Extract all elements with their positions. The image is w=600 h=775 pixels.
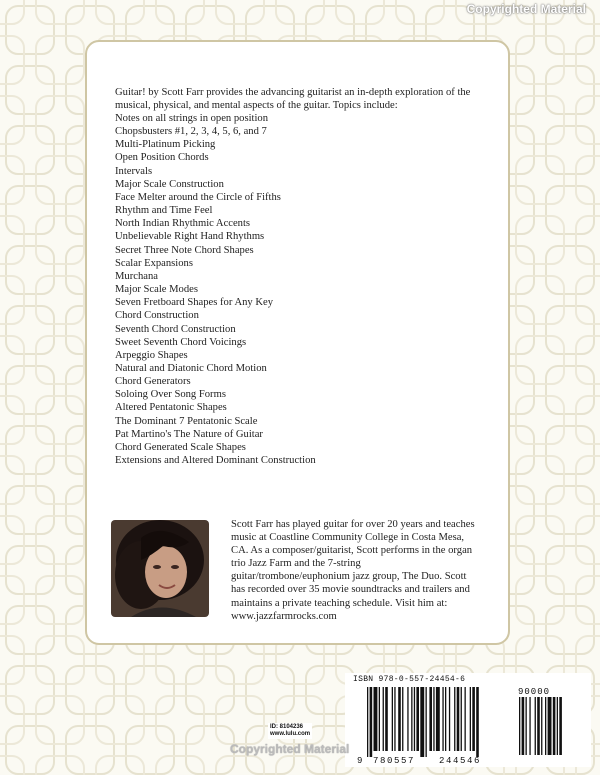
intro-text: Guitar! by Scott Farr provides the advancing guitarist an in-depth exploration of the musical, physical, and mental aspects of the guitar. Topics include: [115, 87, 471, 111]
topic-item: Notes on all strings in open position [115, 113, 269, 124]
topic-item: Intervals [115, 165, 153, 177]
topic-item: Face Melter around the Circle of Fifths [115, 191, 281, 203]
barcode-bar [416, 687, 419, 751]
barcode-bar [433, 687, 434, 751]
topic-item: Arpeggio Shapes [115, 349, 188, 361]
barcode-bar [374, 687, 378, 751]
barcode-addon-bar [553, 697, 556, 755]
topic-item: Scalar Expansions [115, 257, 193, 269]
barcode-bar [420, 687, 424, 757]
topic-item: Seven Fretboard Shapes for Any Key [115, 297, 273, 309]
topic-item: Multi-Platinum Picking [115, 139, 216, 151]
topic-item: Chopsbusters #1, 2, 3, 4, 5, 6, and 7 [115, 126, 267, 138]
barcode-bar [402, 687, 403, 751]
topic-item: Chord Generators [115, 376, 191, 388]
copyright-watermark: Copyrighted Material [466, 2, 586, 16]
isbn-barcode-box [345, 673, 591, 767]
topic-item: Unbelievable Right Hand Rhythms [115, 231, 265, 243]
topic-item: Major Scale Modes [115, 284, 198, 296]
barcode-bar [379, 687, 380, 751]
barcode-addon-bar [559, 697, 562, 755]
barcode-bar [445, 687, 446, 751]
barcode-addon-bar [529, 697, 530, 755]
topic-item: The Dominant 7 Pentatonic Scale [115, 415, 258, 427]
topic-item: Major Scale Construction [115, 178, 224, 190]
barcode-bar [394, 687, 395, 751]
barcode-bar [385, 687, 388, 751]
barcode-addon-bar [541, 697, 542, 755]
barcode-right-digits: 244546 [439, 756, 482, 765]
barcode-bar [367, 687, 368, 757]
barcode-first-digit: 9 [357, 756, 363, 765]
topic-item: North Indian Rhythmic Accents [115, 218, 251, 230]
topic-item: Sweet Seventh Chord Voicings [115, 336, 247, 348]
lulu-id-label [268, 723, 312, 739]
topic-item: Chord Construction [115, 310, 199, 322]
barcode-addon-bar [526, 697, 527, 755]
topic-item: Secret Three Note Chord Shapes [115, 244, 254, 256]
barcode-bar [429, 687, 432, 751]
barcode-bar [398, 687, 401, 751]
isbn-text: ISBN 978-0-557-24454-6 [353, 675, 466, 684]
barcode-addon-bar [548, 697, 552, 755]
barcode-bar [457, 687, 460, 751]
barcode-addon-bar [519, 697, 520, 755]
lulu-id: ID: 8104236 [270, 724, 304, 730]
topic-item: Pat Martino's The Nature of Guitar [115, 428, 263, 440]
barcode-left-digits: 780557 [373, 756, 416, 765]
topic-item: Murchana [115, 270, 158, 282]
topic-item: Extensions and Altered Dominant Construction [115, 455, 316, 467]
barcode-bar [449, 687, 450, 751]
topic-item: Rhythm and Time Feel [115, 205, 213, 217]
barcode-bar [465, 687, 466, 751]
barcode-bar [407, 687, 408, 751]
back-cover-panel [85, 40, 510, 645]
topic-item: Altered Pentatonic Shapes [115, 402, 227, 414]
barcode-addon-bar [545, 697, 546, 755]
lulu-site: www.lulu.com [270, 731, 311, 737]
barcode-bar [414, 687, 415, 751]
barcode-addon-bar [557, 697, 558, 755]
topic-item: Chord Generated Scale Shapes [115, 441, 246, 453]
barcode-addon-bar [522, 697, 525, 755]
barcode-addon-bar [535, 697, 536, 755]
copyright-watermark-bottom: Copyrighted Material [230, 742, 350, 756]
barcode-bar [370, 687, 373, 757]
topic-item: Natural and Diatonic Chord Motion [115, 362, 267, 374]
author-photo [111, 520, 209, 617]
barcode-bar [383, 687, 384, 751]
barcode-bar [442, 687, 443, 751]
barcode-bar [461, 687, 462, 751]
barcode-bar [436, 687, 440, 751]
topic-item: Open Position Chords [115, 152, 209, 164]
barcode-price-code: 90000 [518, 687, 551, 697]
author-bio: Scott Farr has played guitar for over 20 years and teaches music at Coastline Community College in Costa Mesa, CA. As a composer/guitarist, Scott performs in the organ trio Jazz Farm and the 7-string guitar/trombone/euphonium jazz group, The Duo. Scott has recorded over 35 movie soundtracks and trailers and maintains a private teaching schedule. Visit him at: www.jazzfarmrocks.com [231, 519, 475, 622]
barcode-bar [454, 687, 455, 751]
isbn-barcode [351, 685, 587, 765]
barcode-bar [411, 687, 412, 751]
barcode-bar [470, 687, 471, 751]
topics-list [115, 112, 316, 467]
barcode-bar [426, 687, 427, 757]
barcode-bar [392, 687, 393, 751]
topic-item: Soloing Over Song Forms [115, 389, 226, 401]
barcode-addon-bar [537, 697, 540, 755]
topic-item: Seventh Chord Construction [115, 323, 236, 335]
barcode-bar [476, 687, 479, 757]
barcode-bar [472, 687, 475, 751]
